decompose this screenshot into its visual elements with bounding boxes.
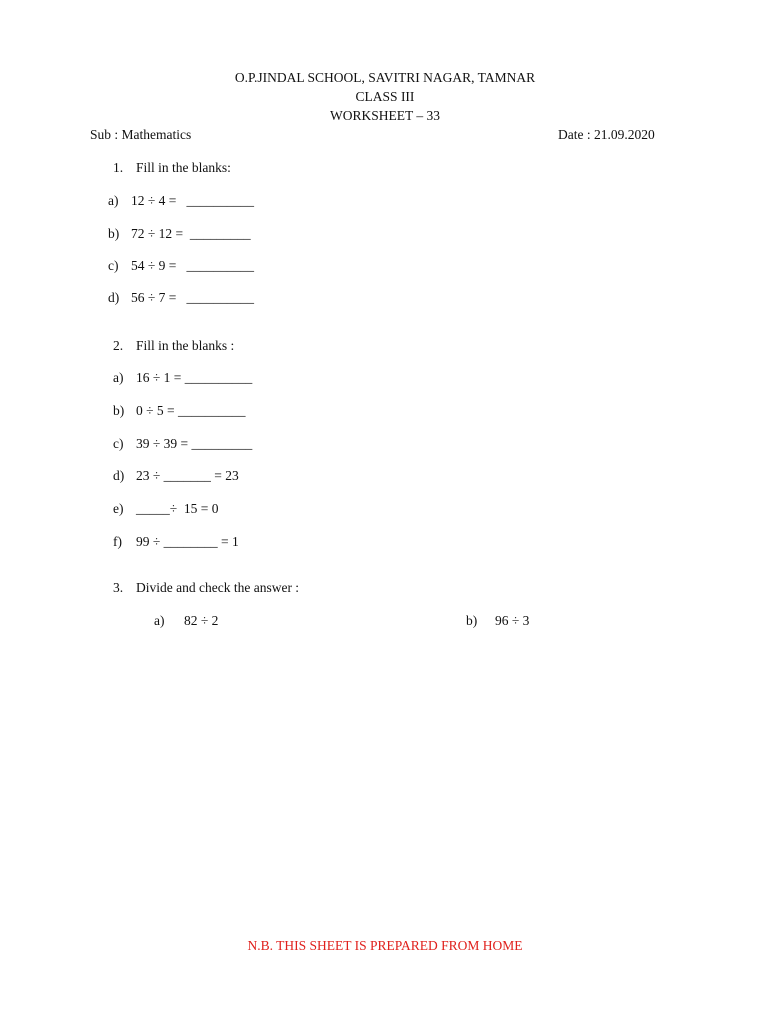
subject-label: Sub : Mathematics: [90, 127, 192, 142]
q2-item-text: 23 ÷ _______ = 23: [136, 468, 239, 483]
q1-item-text: 56 ÷ 7 = __________: [131, 290, 255, 305]
q3-title: Divide and check the answer :: [136, 580, 300, 595]
q3-item-label: a): [154, 613, 165, 628]
q2-item-label: f): [113, 534, 122, 549]
q1-item-label: a): [108, 193, 119, 208]
q1-title: Fill in the blanks:: [136, 160, 231, 175]
q2-item-text: 39 ÷ 39 = _________: [136, 436, 253, 451]
footer-note: N.B. THIS SHEET IS PREPARED FROM HOME: [247, 938, 523, 953]
q2-item-label: c): [113, 436, 124, 451]
date-label: Date : 21.09.2020: [558, 127, 655, 142]
class-label: CLASS III: [355, 89, 415, 104]
q1-item-text: 72 ÷ 12 = _________: [131, 226, 251, 241]
q2-item-text: 99 ÷ ________ = 1: [136, 534, 239, 549]
q2-item-label: a): [113, 370, 124, 385]
q1-item-label: d): [108, 290, 120, 305]
worksheet-label: WORKSHEET – 33: [330, 108, 440, 123]
q2-item-text: _____÷ 15 = 0: [136, 501, 219, 516]
q2-item-label: e): [113, 501, 124, 516]
q1-number: 1.: [113, 160, 124, 175]
q3-item-text: 82 ÷ 2: [184, 613, 219, 628]
q1-item-label: b): [108, 226, 120, 241]
q2-item-text: 0 ÷ 5 = __________: [136, 403, 246, 418]
q2-number: 2.: [113, 338, 124, 353]
q3-item-label: b): [466, 613, 478, 628]
q2-item-label: d): [113, 468, 125, 483]
q3-item-text: 96 ÷ 3: [495, 613, 530, 628]
q2-item-text: 16 ÷ 1 = __________: [136, 370, 253, 385]
q2-title: Fill in the blanks :: [136, 338, 235, 353]
q1-item-text: 54 ÷ 9 = __________: [131, 258, 255, 273]
q1-item-label: c): [108, 258, 119, 273]
q2-item-label: b): [113, 403, 125, 418]
q1-item-text: 12 ÷ 4 = __________: [131, 193, 255, 208]
q3-number: 3.: [113, 580, 124, 595]
school-name: O.P.JINDAL SCHOOL, SAVITRI NAGAR, TAMNAR: [234, 70, 536, 85]
